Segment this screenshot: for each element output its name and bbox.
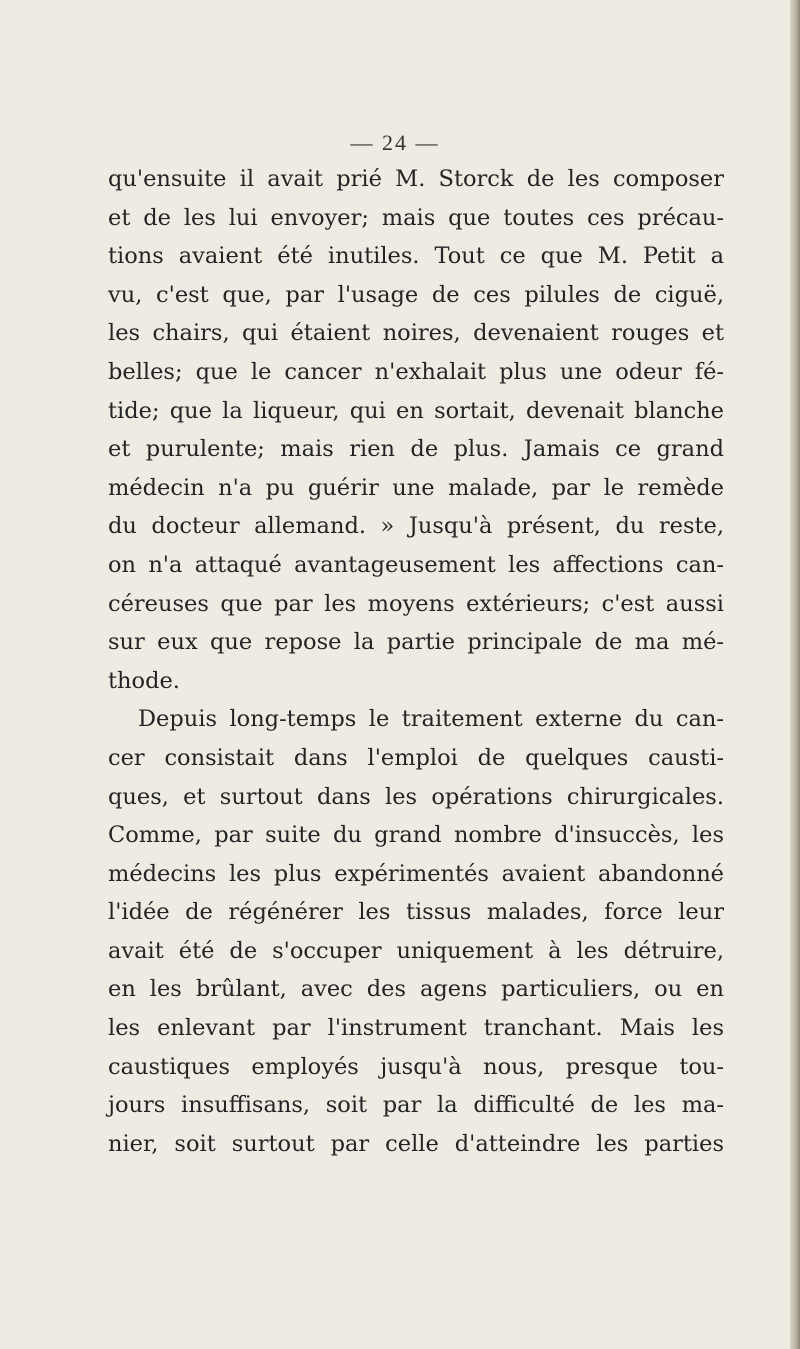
text-line: l'idée de régénérer les tissus malades, force leur xyxy=(108,899,724,926)
text-line: les enlevant par l'instrument tranchant. Mais les xyxy=(108,1015,724,1042)
text-line: sur eux que repose la partie principale de ma mé- xyxy=(108,629,724,656)
text-line: les chairs, qui étaient noires, devenaient rouges et xyxy=(108,320,724,347)
text-line: on n'a attaqué avantageusement les affections can- xyxy=(108,551,724,578)
text-line: caustiques employés jusqu'à nous, presque tou- xyxy=(108,1053,724,1080)
text-line: et de les lui envoyer; mais que toutes ces précau- xyxy=(108,204,724,231)
text-line: belles; que le cancer n'exhalait plus une odeur fé- xyxy=(108,358,724,385)
text-line: du docteur allemand. » Jusqu'à présent, du reste, xyxy=(108,513,724,540)
page-edge-shadow xyxy=(790,0,800,1349)
text-line: et purulente; mais rien de plus. Jamais ce grand xyxy=(108,436,724,463)
text-line: Comme, par suite du grand nombre d'insuccès, les xyxy=(108,822,724,849)
text-line-paragraph-end: thode. xyxy=(108,667,180,694)
text-line: ques, et surtout dans les opérations chirurgicales. xyxy=(108,783,724,810)
text-line: tide; que la liqueur, qui en sortait, devenait blanche xyxy=(108,397,724,424)
text-line: qu'ensuite il avait prié M. Storck de les composer xyxy=(108,166,724,192)
text-line: avait été de s'occuper uniquement à les détruire, xyxy=(108,937,724,964)
text-line: tions avaient été inutiles. Tout ce que M. Petit a xyxy=(108,243,724,270)
text-line: cer consistait dans l'emploi de quelques causti- xyxy=(108,744,724,771)
page-number: — 24 — xyxy=(350,130,440,155)
text-line: vu, c'est que, par l'usage de ces pilules de ciguë, xyxy=(108,281,724,308)
text-line: médecins les plus expérimentés avaient abandonné xyxy=(108,860,724,887)
page-body-text xyxy=(108,160,724,1163)
text-line: céreuses que par les moyens extérieurs; c'est aussi xyxy=(108,590,724,617)
text-line: médecin n'a pu guérir une malade, par le remède xyxy=(108,474,724,501)
text-line: jours insuffisans, soit par la difficulté de les ma- xyxy=(108,1092,724,1119)
text-line-paragraph-start: Depuis long-temps le traitement externe du can- xyxy=(138,706,724,733)
text-line: en les brûlant, avec des agens particuliers, ou en xyxy=(108,976,724,1003)
text-line: nier, soit surtout par celle d'atteindre les parties xyxy=(108,1130,724,1157)
